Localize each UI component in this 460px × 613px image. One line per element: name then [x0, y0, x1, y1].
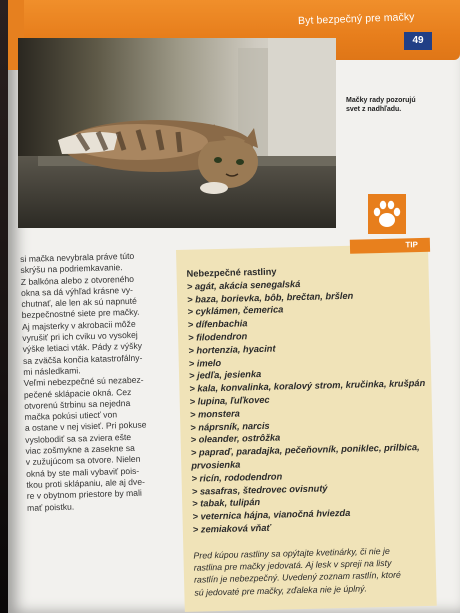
plant-list-item: > papraď, paradajka, pečeňovník, poniklec, prilbica, [190, 442, 420, 458]
body-text-line: Z balkóna alebo z otvoreného [20, 273, 135, 287]
body-text-line: mi následkami. [23, 365, 81, 377]
body-text-line: Veľmi nebezpečné sú nezabez- [23, 374, 144, 389]
body-text-line: pečené sklápacie okná. Cez [23, 386, 132, 400]
plant-list-item: > agát, akácia senegalská [186, 278, 301, 292]
plant-list-item: > filodendron [188, 331, 248, 343]
chapter-title: Byt bezpečný pre mačky [297, 11, 415, 28]
body-text-line: chutnať, ale len ak sú napnuté [21, 295, 138, 310]
plant-list-item: > zemiaková vňať [192, 522, 272, 535]
tip-box [176, 240, 437, 612]
plant-list-item: > cyklámen, čemerica [187, 304, 284, 318]
tip-footer-line: rastlín je nebezpečný. Uvedený zoznam rastlín, ktoré [193, 570, 401, 586]
body-text-line: mačka pokúsi utiecť von [24, 409, 118, 423]
body-text-line: v zužujúcom sa otvore. Nielen [25, 454, 141, 468]
tip-plant-list [186, 262, 430, 536]
plant-list-item: > monstera [189, 408, 241, 420]
body-text-line: Aj majsterky v akrobacii môže [21, 318, 136, 332]
body-text-line: tkou proti sklápaniu, ale aj dve- [26, 476, 146, 490]
body-text-line: okna sa dá výhľad krásne vy- [20, 284, 134, 298]
plant-list-item: > tabak, tulipán [192, 497, 261, 510]
plant-list-item: > ricín, rododendron [191, 471, 283, 484]
body-text-line: mať poistku. [26, 501, 75, 513]
cat-photo [18, 38, 336, 228]
plant-list-item: > oleander, ostrôžka [190, 432, 281, 446]
body-text-line: si mačka nevybrala práve túto [20, 250, 135, 264]
body-text-column [20, 250, 177, 514]
plant-list-item: > náprsník, narcis [190, 420, 270, 433]
tip-footer-text [193, 544, 430, 599]
book-page [8, 0, 460, 613]
photo-caption: Mačky rady pozorujú svet z nadhľadu. [346, 97, 416, 113]
body-text-line: otvorenú štrbinu sa nejedna [24, 397, 131, 411]
plant-list-item: > jedľa, jesienka [188, 369, 262, 382]
paw-print-icon [368, 194, 406, 234]
body-text-line: viac zošmykne a zasekne sa [25, 442, 135, 456]
tip-footer-line: Pred kúpou rastliny sa opýtajte kvetinárky, či nie je [193, 545, 390, 561]
body-text-line: výške letiaci vták. Pády z výšky [22, 341, 143, 355]
body-text-line: bezpečnostné siete pre mačky. [21, 307, 140, 321]
body-text-line: a ostane v nej visieť. Pri pokuse [24, 419, 147, 434]
tip-title: Nebezpečné rastliny [186, 266, 277, 279]
body-text-line: skrýšu na podriemkavanie. [20, 262, 123, 276]
plant-list-item: prvosienka [191, 459, 241, 471]
body-text-line: sa zväčša končia katastrofálny- [22, 352, 143, 366]
body-text-line: okná by ste mali vybaviť pois- [25, 465, 140, 479]
plant-list-item: > baza, borievka, bôb, brečtan, bršlen [187, 290, 354, 305]
page-number: 49 [404, 32, 432, 50]
plant-list-item: > dífenbachia [187, 318, 248, 330]
book-binding-edge [0, 0, 8, 613]
plant-list-item: > hortenzia, hyacint [188, 343, 276, 356]
body-text-line: vyrušiť pri ich cviku vo vysokej [22, 329, 138, 344]
plant-list-item: > imelo [188, 357, 222, 369]
cat-photo-illustration [18, 38, 336, 228]
plant-list-item: > lupina, ľuľkovec [189, 394, 270, 407]
body-text-line: re v obytnom priestore by mali [26, 487, 142, 502]
plant-list-item: > kala, konvalinka, koralový strom, kručinka, krušpán [189, 378, 426, 394]
plant-list-item: > veternica hájna, vianočná hviezda [192, 507, 351, 522]
plant-list-item: > sasafras, štedrovec ovisnutý [191, 482, 328, 497]
tip-footer-line: rastlina pre mačky jedovatá. Aj lesk v spreji na listy [193, 558, 392, 573]
tip-tab-label: TIP [350, 238, 430, 254]
body-text-line: vyslobodiť sa sa zviera ešte [25, 431, 132, 445]
tip-footer-line: sú jedovaté pre mačky, zďaleka nie je úplný. [194, 583, 368, 598]
